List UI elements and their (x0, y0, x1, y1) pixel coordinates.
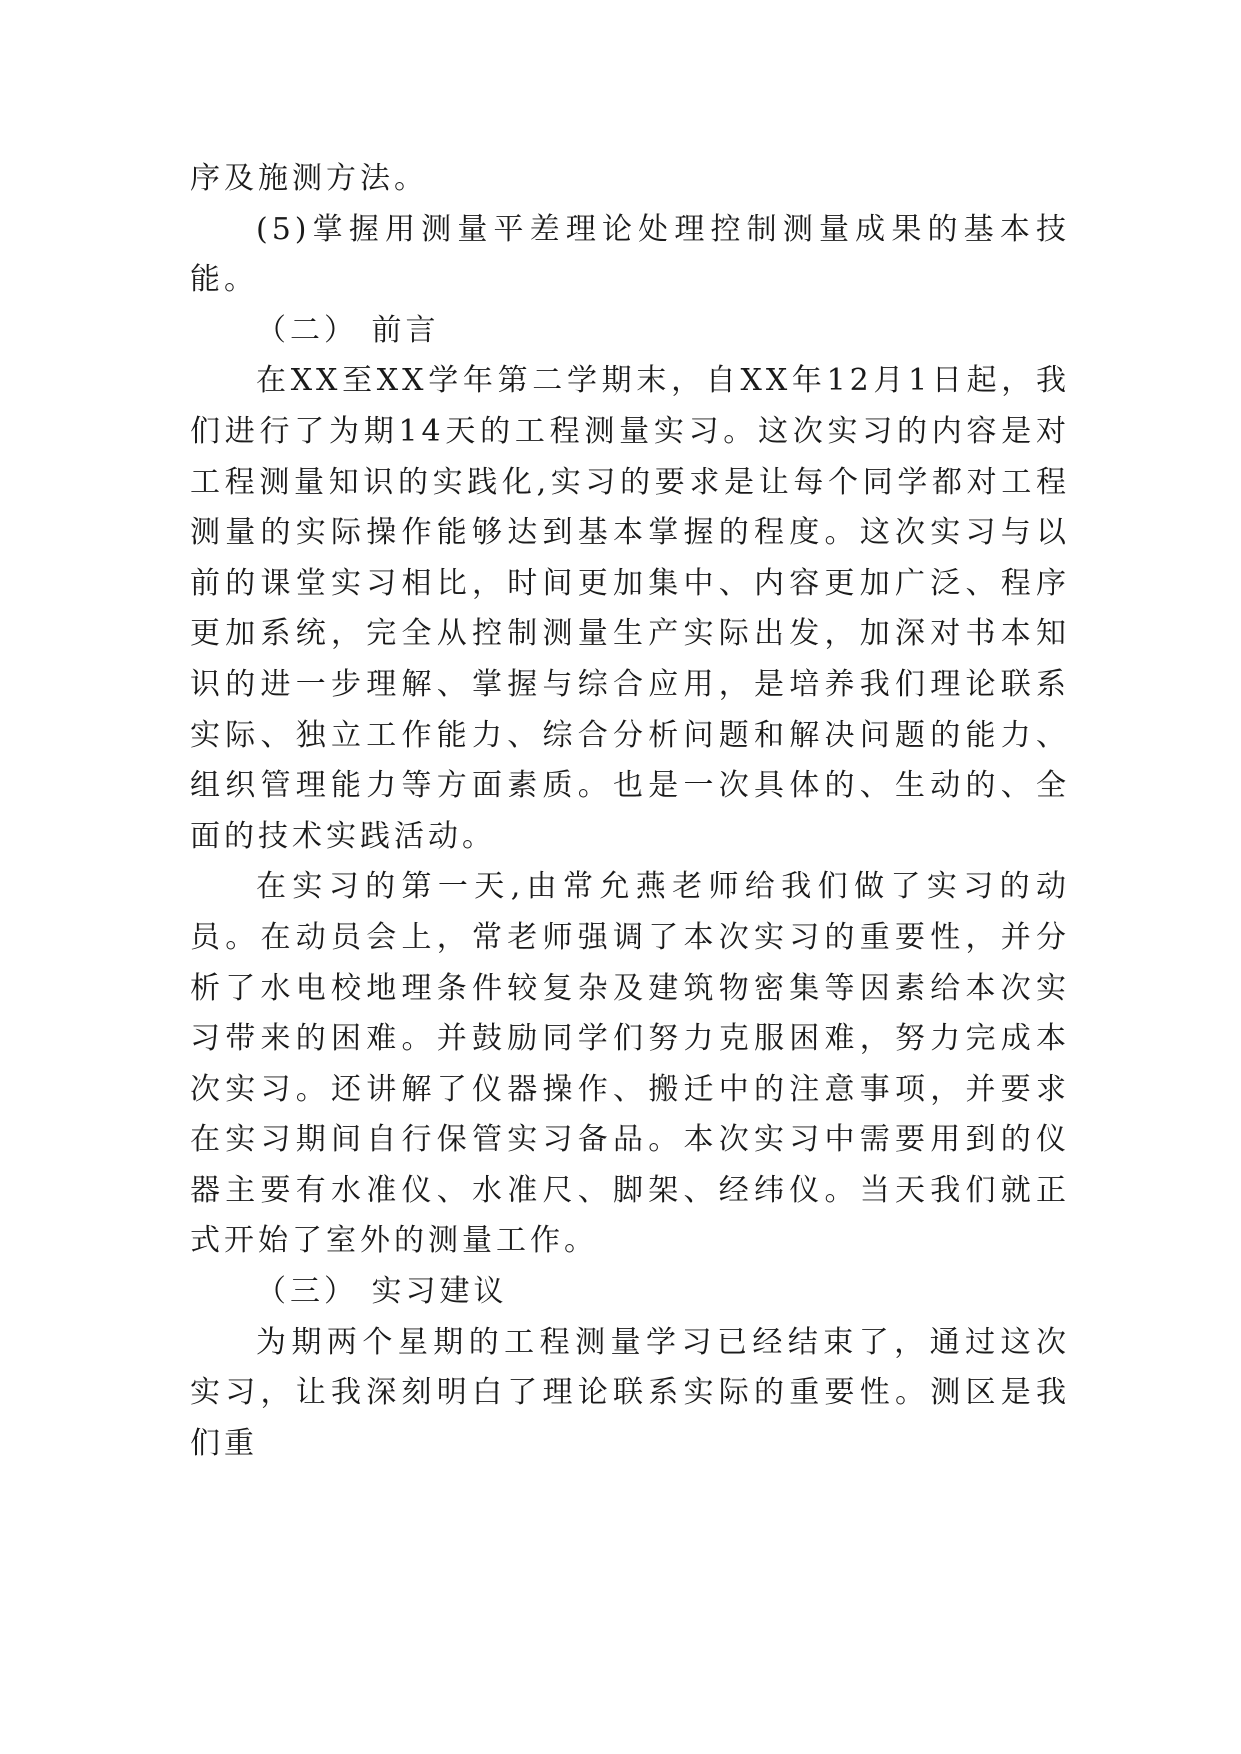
document-body (190, 154, 1070, 1469)
paragraph-continuation: 序及施测方法。 (190, 161, 428, 196)
section-heading-suggestions: （三） 实习建议 (256, 1274, 508, 1310)
paragraph-item-5: (5)掌握用测量平差理论处理控制测量成果的基本技能。 (190, 211, 1070, 298)
section-heading-preface: （二） 前言 (256, 312, 440, 348)
paragraph-first-day: 在实习的第一天,由常允燕老师给我们做了实习的动员。在动员会上，常老师强调了本次实习的重要性，并分析了水电校地理条件较复杂及建筑物密集等因素给本次实习带来的困难。并鼓励同学们努力克服困难，努力完成本次实习。还讲解了仪器操作、搬迁中的注意事项，并要求在实习期间自行保管实习备品。本次实习中需要用到的仪器主要有水准仪、水准尺、脚架、经纬仪。当天我们就正式开始了室外的测量工作。 (190, 869, 1070, 1259)
paragraph-preface-body: 在XX至XX学年第二学期末，自XX年12月1日起，我们进行了为期14天的工程测量实习。这次实习的内容是对工程测量知识的实践化,实习的要求是让每个同学都对工程测量的实际操作能够达到基本掌握的程度。这次实习与以前的课堂实习相比，时间更加集中、内容更加广泛、程序更加系统，完全从控制测量生产实际出发，加深对书本知识的进一步理解、掌握与综合应用，是培养我们理论联系实际、独立工作能力、综合分析问题和解决问题的能力、组织管理能力等方面素质。也是一次具体的、生动的、全面的技术实践活动。 (190, 363, 1070, 854)
paragraph-suggestions-body: 为期两个星期的工程测量学习已经结束了，通过这次实习，让我深刻明白了理论联系实际的重要性。测区是我们重 (190, 1324, 1070, 1461)
